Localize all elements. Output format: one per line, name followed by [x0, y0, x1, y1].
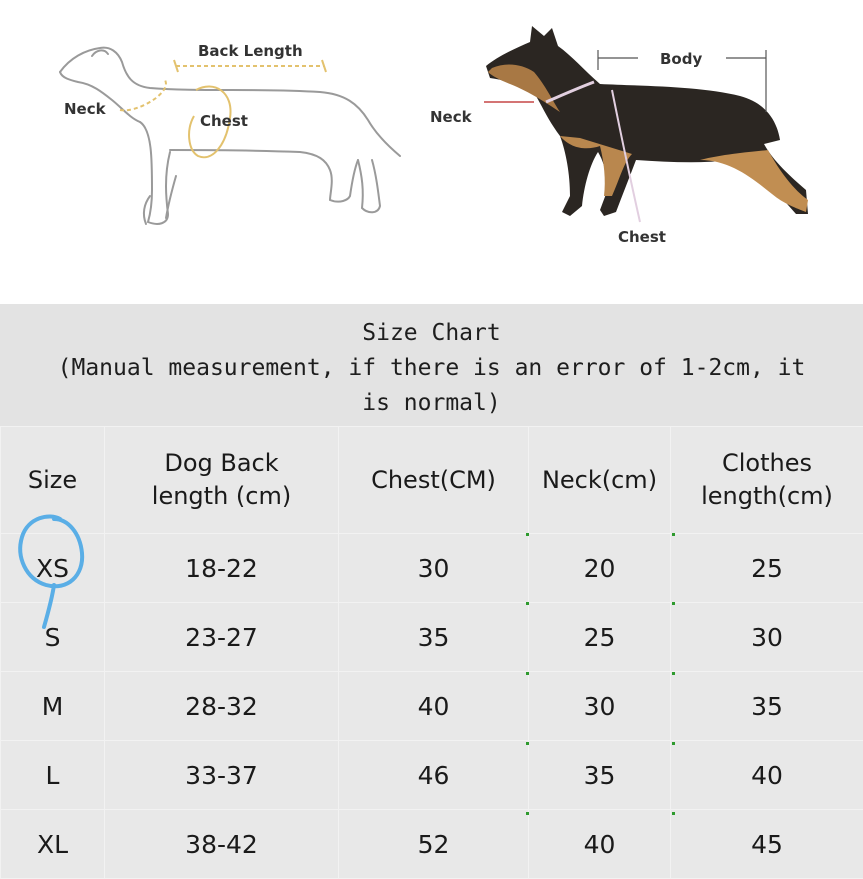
size-chart [0, 304, 863, 874]
label-body: Body [660, 50, 702, 68]
cell-clothes: 40 [671, 741, 863, 810]
dog-outline-sketch [60, 48, 400, 224]
cell-tick-mark [672, 812, 675, 815]
cell-clothes: 45 [671, 810, 863, 879]
header-back-length-line2: length (cm) [105, 480, 338, 513]
cell-neck: 40 [529, 810, 671, 879]
dog-illustrations [0, 0, 863, 300]
label-back-length: Back Length [198, 42, 303, 60]
table-row [1, 810, 863, 879]
cell-neck: 20 [529, 534, 671, 603]
cell-size: S [1, 603, 105, 672]
cell-chest: 52 [339, 810, 529, 879]
cell-size: XS [1, 534, 105, 603]
cell-neck: 35 [529, 741, 671, 810]
size-table [0, 426, 863, 879]
cell-chest: 46 [339, 741, 529, 810]
header-clothes-length [671, 427, 863, 534]
cell-clothes: 30 [671, 603, 863, 672]
header-clothes-line1: Clothes [671, 447, 863, 480]
hand-drawn-circle-annotation [10, 509, 130, 639]
cell-tick-mark [526, 742, 529, 745]
label-chest-left: Chest [200, 112, 248, 130]
cell-tick-mark [672, 602, 675, 605]
cell-neck: 30 [529, 672, 671, 741]
header-clothes-line2: length(cm) [671, 480, 863, 513]
cell-back: 38-42 [105, 810, 339, 879]
cell-tick-mark [672, 533, 675, 536]
measurement-diagram [0, 0, 863, 300]
cell-tick-mark [526, 602, 529, 605]
cell-tick-mark [526, 533, 529, 536]
cell-chest: 30 [339, 534, 529, 603]
cell-size: M [1, 672, 105, 741]
cell-back: 23-27 [105, 603, 339, 672]
chart-title-line3: is normal) [0, 386, 863, 421]
german-shepherd-figure [486, 26, 808, 216]
label-neck-left: Neck [64, 100, 106, 118]
label-neck-right: Neck [430, 108, 472, 126]
header-back-length [105, 427, 339, 534]
cell-neck: 25 [529, 603, 671, 672]
cell-tick-mark [672, 742, 675, 745]
cell-size: L [1, 741, 105, 810]
cell-back: 28-32 [105, 672, 339, 741]
table-row [1, 672, 863, 741]
header-neck: Neck(cm) [529, 427, 671, 534]
header-chest: Chest(CM) [339, 427, 529, 534]
cell-size: XL [1, 810, 105, 879]
header-back-length-line1: Dog Back [105, 447, 338, 480]
cell-tick-mark [672, 672, 675, 675]
left-measure-lines [120, 60, 326, 157]
cell-back: 33-37 [105, 741, 339, 810]
label-chest-right: Chest [618, 228, 666, 246]
cell-back: 18-22 [105, 534, 339, 603]
chart-title-line1: Size Chart [0, 316, 863, 351]
cell-tick-mark [526, 672, 529, 675]
cell-chest: 35 [339, 603, 529, 672]
chart-title [0, 316, 863, 421]
header-size: Size [1, 427, 105, 534]
cell-tick-mark [526, 812, 529, 815]
cell-clothes: 35 [671, 672, 863, 741]
chart-title-line2: (Manual measurement, if there is an error of 1-2cm, it [0, 351, 863, 386]
cell-clothes: 25 [671, 534, 863, 603]
table-row [1, 741, 863, 810]
cell-chest: 40 [339, 672, 529, 741]
